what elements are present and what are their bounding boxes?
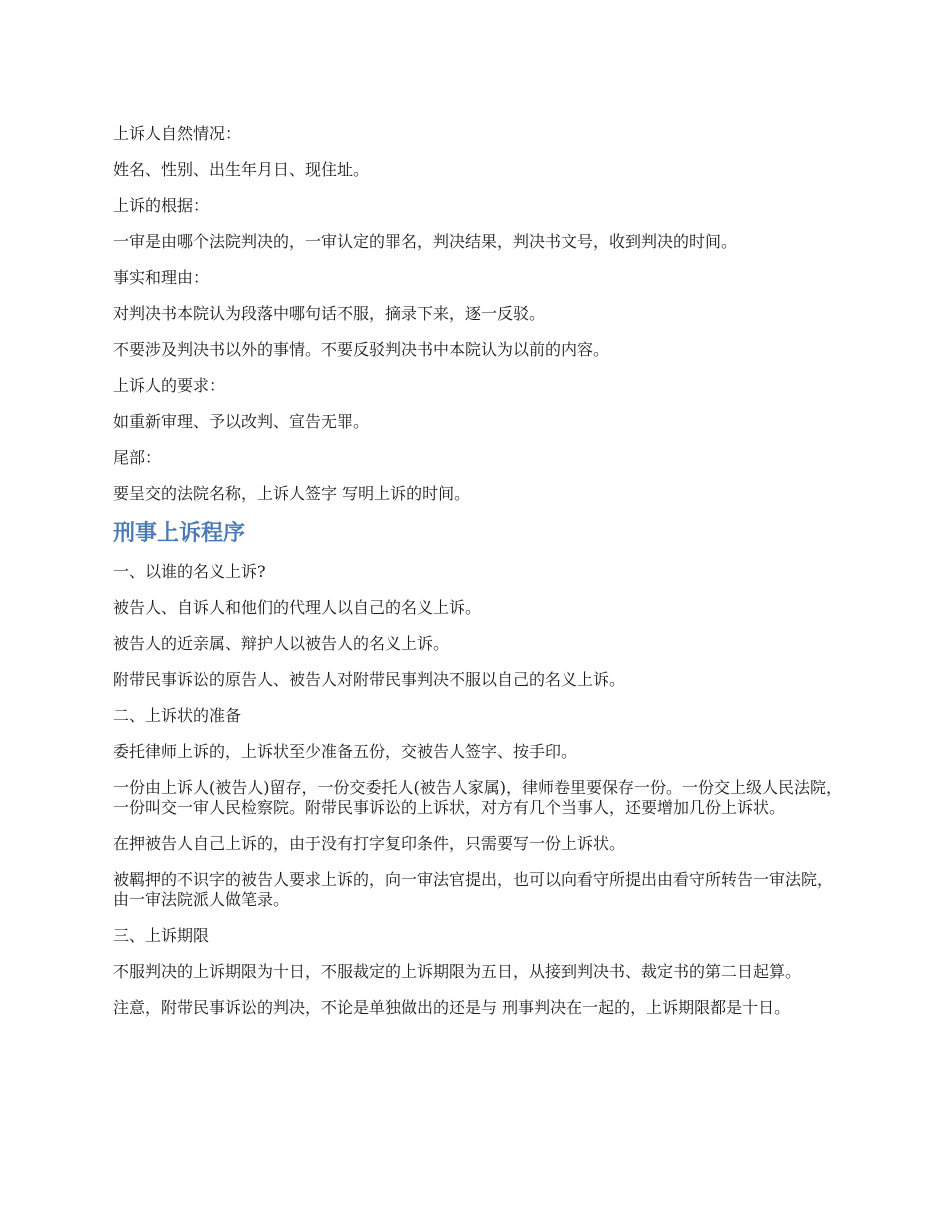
paragraph: 三、上诉期限	[113, 926, 210, 945]
paragraph: 被羁押的不识字的被告人要求上诉的，向一审法官提出，也可以向看守所提出由看守所转告一审法院，由一审法院派人做笔录。	[113, 870, 834, 909]
paragraph: 注意，附带民事诉讼的判决，不论是单独做出的还是与 刑事判决在一起的，上诉期限都是十日。	[113, 998, 791, 1017]
paragraph: 上诉人的要求：	[113, 376, 226, 395]
document-page	[113, 124, 843, 1034]
paragraph: 二、上诉状的准备	[113, 706, 242, 725]
paragraph: 被告人的近亲属、辩护人以被告人的名义上诉。	[113, 634, 450, 653]
paragraph: 一、以谁的名义上诉?	[113, 562, 266, 581]
paragraph: 一份由上诉人(被告人)留存，一份交委托人(被告人家属)，律师卷里要保存一份。一份交上级人民法院，一份叫交一审人民检察院。附带民事诉讼的上诉状，对方有几个当事人，还要增加几份上诉状。	[113, 778, 842, 817]
paragraph: 不要涉及判决书以外的事情。不要反驳判决书中本院认为以前的内容。	[113, 340, 610, 359]
paragraph: 附带民事诉讼的原告人、被告人对附带民事判决不服以自己的名义上诉。	[113, 670, 626, 689]
paragraph: 不服判决的上诉期限为十日，不服裁定的上诉期限为五日，从接到判决书、裁定书的第二日起算。	[113, 962, 802, 981]
paragraph: 姓名、性别、出生年月日、现住址。	[113, 160, 370, 179]
paragraph: 上诉人自然情况：	[113, 124, 242, 143]
paragraph: 委托律师上诉的，上诉状至少准备五份，交被告人签字、按手印。	[113, 742, 578, 761]
paragraph: 要呈交的法院名称，上诉人签字 写明上诉的时间。	[113, 484, 471, 503]
paragraph: 事实和理由：	[113, 268, 210, 287]
paragraph: 在押被告人自己上诉的，由于没有打字复印条件，只需要写一份上诉状。	[113, 834, 626, 853]
paragraph: 尾部：	[113, 448, 162, 467]
paragraph: 对判决书本院认为段落中哪句话不服，摘录下来，逐一反驳。	[113, 304, 546, 323]
section-heading: 刑事上诉程序	[113, 521, 246, 546]
paragraph: 被告人、自诉人和他们的代理人以自己的名义上诉。	[113, 598, 482, 617]
paragraph: 如重新审理、予以改判、宣告无罪。	[113, 412, 370, 431]
paragraph: 上诉的根据：	[113, 196, 210, 215]
paragraph: 一审是由哪个法院判决的，一审认定的罪名，判决结果，判决书文号，收到判决的时间。	[113, 232, 738, 251]
